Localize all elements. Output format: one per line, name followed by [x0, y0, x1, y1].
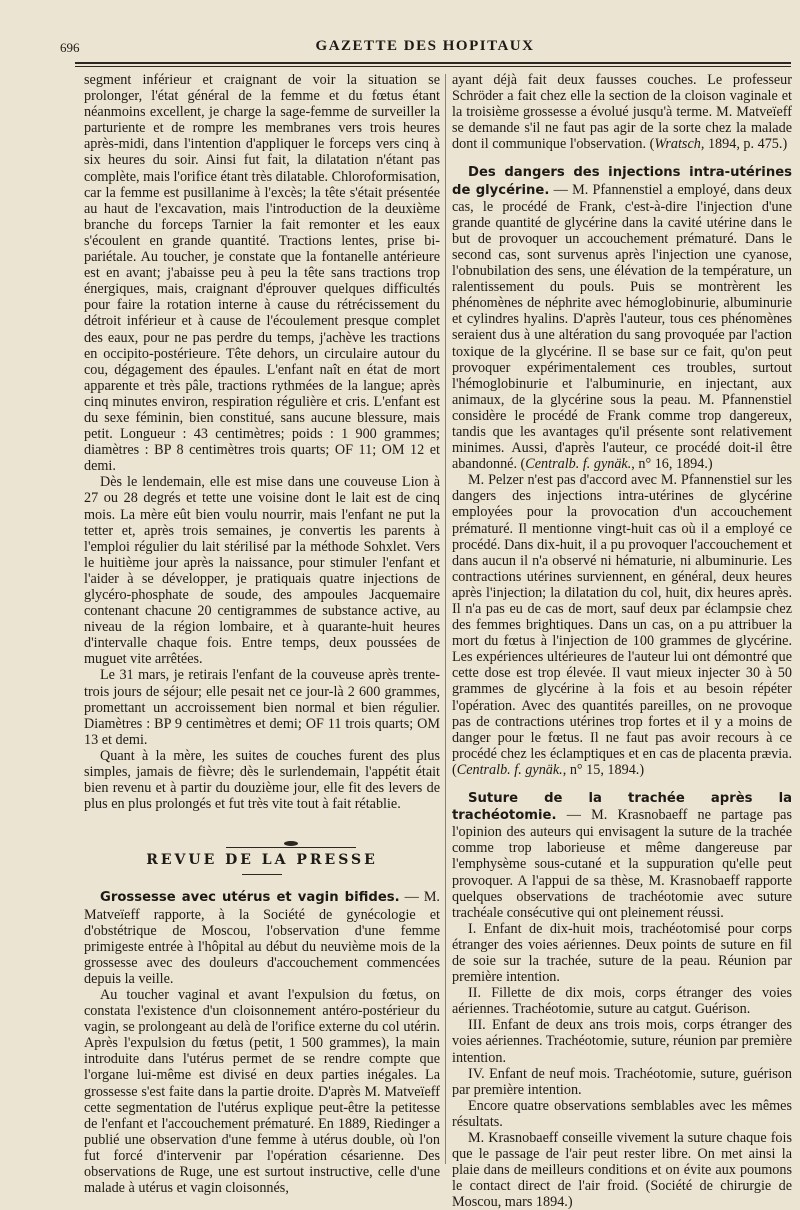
paragraph: Encore quatre observations semblables avec les mêmes résultats. [452, 1097, 792, 1130]
paragraph: M. Krasnobaeff conseille vivement la suture chaque fois que le passage de l'air peut rester libre. On met ainsi la plaie dans de meilleurs conditions et on évite aux poumons le contact direct de l'air froid. (Société de chirurgie de Moscou, mars 1894.) [452, 1130, 792, 1210]
article-paragraph: Des dangers des injections intra-utérines de glycérine. — M. Pfannenstiel a employé, dans deux cas, le procédé de Frank, c'est-à-dire l'injection d'une grande quantité de glycérine dans la cavité utérine dans le but de provoquer un accouchement prématuré. Dans le second cas, sont survenus après l'injection une cyanose, l'obnubilation des sens, une élévation de la température, un ralentissement du pouls. Puis se montrèrent les phénomènes de néphrite avec hémoglobinurie, albuminurie et cylindres hyalins. D'après l'auteur, tous ces phénomènes seraient dus à une altération du sang provoquée par l'action toxique de la glycérine. Il se base sur ce fait, qu'on peut provoquer expérimentalement ces troubles, surtout l'hémoglobinurie et l'albuminurie, en injectant, aux animaux, de la glycérine sous la peau. M. Pfannenstiel considère le procédé de Frank comme trop dangereux, tandis que les avantages qu'il présente sont relativement minimes. Aussi, d'après l'auteur, ce procédé doit-il être abandonné. (Centralb. f. gynäk., n° 16, 1894.) [452, 165, 793, 473]
case-item: I. Enfant de dix-huit mois, trachéotomisé pour corps étranger des voies aériennes. Deux points de suture en fil de soie sur la trachée, suture de la peau. Réunion par première intention. [452, 920, 792, 986]
case-item: IV. Enfant de neuf mois. Trachéotomie, suture, guérison par première intention. [452, 1065, 792, 1098]
column-divider [445, 74, 446, 1164]
paragraph: Le 31 mars, je retirais l'enfant de la couveuse après trente-trois jours de séjour; elle pesait net ce jour-là 2 600 grammes, promettant un accroissement bien normal et bien régulier. Diamètres : BP 9 centimètres et demi; OF 11 trois quarts; OM 13 et demi. [84, 667, 440, 748]
journal-title: GAZETTE DES HOPITAUX [315, 38, 535, 54]
paragraph: Au toucher vaginal et avant l'expulsion du fœtus, on constata l'existence d'un cloisonnement antéro-postérieur du vagin, se prolongeant au delà de l'orifice externe du col utérin. Après l'expulsion du fœtus (petit, 1 500 grammes), la main introduite dans l'utérus permet de se rendre compte que l'organe lui-même est divisé en deux parties inégales. La grossesse s'est faite dans la partie droite. D'après M. Matveïeff cette segmentation de l'utérus explique peut-être la petitesse de l'enfant et l'accouchement prématuré. En 1889, Riedinger a publié une observation d'une femme à utérus double, où l'on fut forcé d'intervenir par l'opération césarienne. Des observations de Ruge, une est surtout instructive, celle d'une malade à utérus et vagin cloisonnés, [84, 986, 440, 1197]
left-column [84, 72, 440, 1196]
citation: Wratsch [654, 136, 701, 153]
right-column [452, 72, 792, 1210]
article-title: Des dangers des injections intra-utérines de glycérine. [452, 165, 792, 198]
article-title: Grossesse avec utérus et vagin bifides. [100, 890, 400, 906]
article-paragraph [84, 889, 440, 987]
article-text: — M. Matveïeff rapporte, à la Société de gynécologie et d'obstétrique de Moscou, l'observation d'une femme primigeste entrée à l'hôpital au début du neuvième mois de la grossesse avec des douleurs d'accouchement commencées depuis la veille. [84, 889, 440, 987]
page-header [60, 36, 790, 58]
paragraph: Quant à la mère, les suites de couches furent des plus simples, jamais de fièvre; dès le surlendemain, l'appétit était bien revenu et à partir du douzième jour, elle fit des levers de plus en plus prolongés et fut très vite tout à fait rétablie. [84, 747, 440, 813]
section-title: REVUE DE LA PRESSE [146, 852, 378, 869]
page-number: 696 [60, 40, 80, 55]
paragraph: ayant déjà fait deux fausses couches. Le professeur Schröder a fait chez elle la section de la cloison vaginale et la troisième grossesse a évolué jusqu'à terme. M. Matveïeff se demande s'il ne faut pas agir de la sorte chez la malade dont il communique l'observation. (Wratsch, 1894, p. 475.) [452, 72, 792, 153]
section-rule [242, 874, 282, 875]
paragraph: Dès le lendemain, elle est mise dans une couveuse Lion à 27 ou 28 degrés et tette une voisine dont le lait est de cinq mois. La mère eût bien voulu nourrir, mais l'enfant ne put la tetter et, après trois semaines, je convertis les parents à l'emploi régulier du lait stérilisé par la méthode Sohxlet. Vers le huitième jour après la naissance, pour stimuler l'enfant et l'aider à se développer, je pratiquais quatre injections de glycéro-phosphate de soude, des ampoules Jacquemaire contenant chacune 20 centigrammes de substance active, au niveau de la région lombaire, et à quarante-huit heures d'intervalle chaque fois. Entre temps, deux poussées de muguet vite arrêtées. [84, 474, 440, 668]
article-paragraph: Suture de la trachée après la trachéotomie. — M. Krasnobaeff ne partage pas l'opinion des auteurs qui envisagent la suture de la trachée comme trop laborieuse et même dangereuse par l'emphysème sous-cutané et la suppuration qu'elle peut provoquer. A l'appui de sa thèse, M. Krasnobaeff rapporte quelques observations de trachéotomie avec suture trachéale consécutive qui ont pleinement réussi. [452, 791, 792, 921]
header-rule-thin [75, 66, 791, 67]
citation: Centralb. f. gynäk. [456, 761, 563, 778]
paragraph: segment inférieur et craignant de voir la situation se prolonger, l'état général de la femme et du fœtus étant néanmoins excellent, je charge la sage-femme de surveiller la parturiente et de rompre les membranes vers trois heures après-midi, dans l'intention d'appliquer le forceps vers cinq à six heures du soir. Ainsi fut fait, la dilatation n'étant pas complète, mais l'orifice étant très dilatable. Chloroformisation, car la femme est pusillanime à l'excès; la tête s'était présentée au haut de l'excavation, mais l'introduction de la deuxième branche du forceps Tarnier la fait remonter et les eaux s'écoulent en grande quantité. Tractions lentes, prise bi-pariétale. Au toucher, je constate que la fontanelle antérieure est en avant; j'abaisse peu à peu la tête sans tractions trop énergiques, mais, craignant d'éprouver quelques difficultés pour faire la rotation interne à cause du rétrécissement du détroit inférieur et à cause de l'écoulement presque complet des eaux, pour ne pas perdre du temps, j'achève les tractions en occipito-postérieure. Tête dehors, un circulaire autour du cou, dégagement des épaules. L'enfant naît en état de mort apparente et très pâle, tractions rythmées de la langue; après cinq minutes environ, respiration régulière et cris. L'enfant est du sexe féminin, bien constitué, sans aucune blessure, mais petit. Longueur : 43 centimètres; poids : 1 900 grammes; diamètres : BP 8 centimètres trois quarts; OF 11; OM 12 et demi. [84, 72, 440, 475]
article-title: Suture de la trachée après la trachéotomie. [452, 791, 792, 824]
case-item: II. Fillette de dix mois, corps étranger des voies aériennes. Trachéotomie, suture au catgut. Guérison. [452, 985, 792, 1018]
paragraph: M. Pelzer n'est pas d'accord avec M. Pfannenstiel sur les dangers des injections intra-utérines de glycérine employées pour la provocation d'un accouchement prématuré. Il mentionne vingt-huit cas où il a employé ce procédé. Dans dix-huit, il a pu provoquer l'accouchement et dans aucun il n'a observé ni hématurie, ni albuminurie. Les contractions utérines surviennent, en général, deux heures après l'injection; la dilatation du col, huit, dix heures après. Il n'a pas eu de cas de mort, sauf deux par éclampsie chez des femmes brightiques. Dans un cas, on a pu attribuer la mort du fœtus à l'injection de 100 grammes de glycérine. Les expériences ultérieures de l'auteur lui ont démontré que cette dose est trop élevée. Il vaut mieux injecter 30 à 50 grammes de glycérine à la fois et au besoin répéter l'opération. Avec des quantités pareilles, on ne provoque pas de contractions utérines trop fortes et il y a moins de danger pour le fœtus. Il ne faut pas avoir recours à ce procédé chez les éclamptiques et en cas de placenta prævia. (Centralb. f. gynäk., n° 15, 1894.) [452, 472, 792, 778]
ornamental-divider [84, 834, 440, 844]
case-item: III. Enfant de deux ans trois mois, corps étranger des voies aériennes. Trachéotomie, suture, réunion par première intention. [452, 1017, 792, 1066]
citation: Centralb. f. gynäk. [525, 456, 632, 473]
header-rule [75, 62, 791, 64]
